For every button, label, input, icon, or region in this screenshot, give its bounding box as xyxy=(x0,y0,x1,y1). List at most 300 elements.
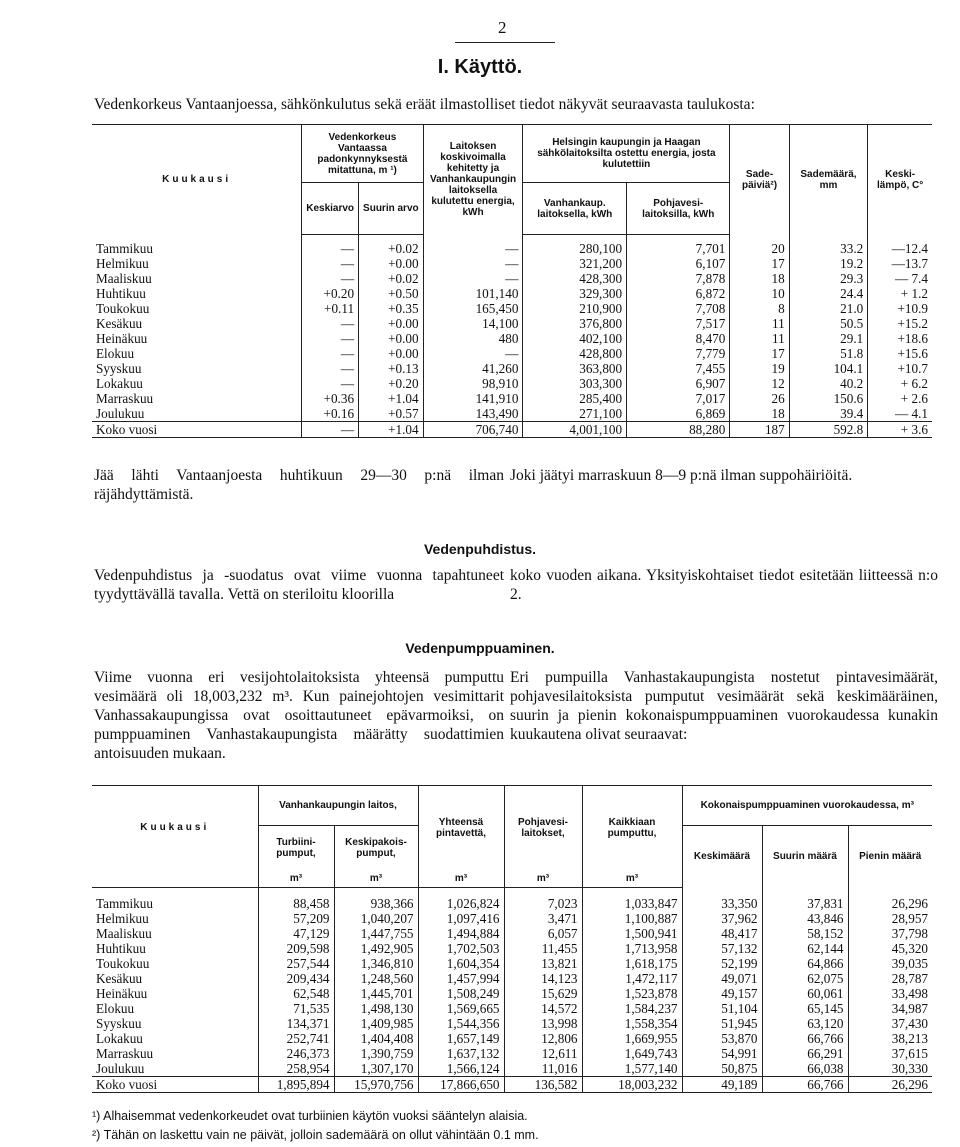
t1-header-pohjavesi: Pohjavesilaitoksilla, kWh xyxy=(627,183,730,235)
t2-cell-month: Elokuu xyxy=(96,1000,135,1016)
t2-cell-kesk: 1,390,759 xyxy=(334,1046,418,1061)
t2-header-suurin: Suurin määrä xyxy=(762,826,848,888)
t2-cell-kesk: 1,404,408 xyxy=(334,1031,418,1046)
t1-cell-energy: — xyxy=(423,346,523,361)
t2-cell-month: Koko vuosi xyxy=(92,1076,258,1092)
t2-unit-pohjavesi: m³ xyxy=(504,870,582,888)
t2-cell-turb: 57,209 xyxy=(258,911,334,926)
t2-row xyxy=(92,1046,932,1061)
t2-cell-yht: 1,637,132 xyxy=(418,1046,504,1061)
t1-row xyxy=(92,256,932,271)
t2-cell-turb: 47,129 xyxy=(258,926,334,941)
t1-cell-vk: 271,100 xyxy=(523,406,627,422)
t2-cell-kaik: 1,558,354 xyxy=(582,1016,682,1031)
t2-cell-turb: 252,741 xyxy=(258,1031,334,1046)
t1-cell-days: 8 xyxy=(730,301,789,316)
t1-row xyxy=(92,346,932,361)
t2-cell-avg: 37,962 xyxy=(682,911,762,926)
t1-cell-temp: —12.4 xyxy=(868,241,932,256)
t2-cell-turb: 71,535 xyxy=(258,1001,334,1016)
t1-cell-pv: 7,701 xyxy=(627,241,730,256)
t2-row xyxy=(92,986,932,1001)
t1-cell-days: 20 xyxy=(730,241,789,256)
t1-cell-pv: 7,017 xyxy=(627,391,730,406)
t1-cell-month: Syyskuu xyxy=(96,360,142,376)
t2-cell-yht: 1,569,665 xyxy=(418,1001,504,1016)
t2-cell-pohj: 7,023 xyxy=(504,896,582,911)
t2-cell-kaik: 1,033,847 xyxy=(582,896,682,911)
t1-cell-temp: +10.9 xyxy=(868,301,932,316)
t2-row xyxy=(92,971,932,986)
t1-cell-energy: — xyxy=(423,241,523,256)
t2-row xyxy=(92,1061,932,1077)
t2-cell-kaik: 1,618,175 xyxy=(582,956,682,971)
t1-header-max: Suurin arvo xyxy=(359,183,424,235)
t1-total-row xyxy=(92,421,932,437)
t1-cell-temp: + 6.2 xyxy=(868,376,932,391)
t2-cell-pohj: 6,057 xyxy=(504,926,582,941)
t2-cell-pohj: 3,471 xyxy=(504,911,582,926)
t1-cell-pv: 88,280 xyxy=(627,421,730,437)
t1-cell-pv: 6,872 xyxy=(627,286,730,301)
footnote-1: ¹) Alhaisemmat vedenkorkeudet ovat turbiinien käytön vuoksi sääntelyn alaisia. xyxy=(92,1109,528,1123)
t2-cell-turb: 258,954 xyxy=(258,1061,334,1077)
t1-cell-month: Koko vuosi xyxy=(92,421,302,437)
t1-row xyxy=(92,286,932,301)
t2-cell-min: 26,296 xyxy=(848,896,932,911)
t2-cell-turb: 257,544 xyxy=(258,956,334,971)
t2-cell-pohj: 136,582 xyxy=(504,1076,582,1092)
t1-cell-max: +1.04 xyxy=(359,391,424,406)
t2-cell-turb: 209,434 xyxy=(258,971,334,986)
t1-cell-month: Toukokuu xyxy=(96,300,150,316)
t1-cell-rain: 24.4 xyxy=(789,286,868,301)
t1-cell-max: +0.50 xyxy=(359,286,424,301)
t1-cell-rain: 19.2 xyxy=(789,256,868,271)
t1-header-mean: Keskiarvo xyxy=(302,183,359,235)
t1-cell-energy: — xyxy=(423,271,523,286)
t2-cell-yht: 1,508,249 xyxy=(418,986,504,1001)
t2-cell-pohj: 14,572 xyxy=(504,1001,582,1016)
t1-cell-month: Helmikuu xyxy=(96,255,149,271)
t2-header-kokonais: Kokonaispumppuaminen vuorokaudessa, m³ xyxy=(682,786,932,826)
t1-cell-vk: 303,300 xyxy=(523,376,627,391)
t2-cell-kesk: 1,248,560 xyxy=(334,971,418,986)
t1-cell-vk: 428,800 xyxy=(523,346,627,361)
t2-unit-keskipako: m³ xyxy=(334,870,418,888)
t1-cell-days: 11 xyxy=(730,316,789,331)
t2-row xyxy=(92,896,932,911)
t1-cell-mean: +0.36 xyxy=(302,391,359,406)
t2-cell-turb: 88,458 xyxy=(258,896,334,911)
t2-row xyxy=(92,911,932,926)
t2-header-kaikkiaan: Kaikkiaan pumputtu, xyxy=(582,786,682,870)
ice-left-text: Jää lähti Vantaanjoesta huhtikuun 29—30 p:nä ilman räjähdyttämistä. xyxy=(94,467,504,503)
t2-cell-max: 66,766 xyxy=(762,1076,848,1092)
t1-cell-rain: 40.2 xyxy=(789,376,868,391)
t1-cell-month: Maaliskuu xyxy=(96,270,152,286)
t1-cell-month: Lokakuu xyxy=(96,375,143,391)
t2-cell-kaik: 1,669,955 xyxy=(582,1031,682,1046)
t2-cell-kesk: 1,498,130 xyxy=(334,1001,418,1016)
t2-cell-kesk: 938,366 xyxy=(334,896,418,911)
t2-cell-max: 60,061 xyxy=(762,986,848,1001)
t2-row xyxy=(92,941,932,956)
t2-cell-pohj: 13,998 xyxy=(504,1016,582,1031)
t1-cell-month: Heinäkuu xyxy=(96,330,148,346)
t2-cell-kaik: 1,100,887 xyxy=(582,911,682,926)
t2-cell-max: 66,766 xyxy=(762,1031,848,1046)
t2-cell-avg: 49,189 xyxy=(682,1076,762,1092)
t2-cell-max: 62,144 xyxy=(762,941,848,956)
t1-cell-mean: — xyxy=(302,271,359,286)
pumping-heading: Vedenpumppuaminen. xyxy=(405,640,555,656)
t1-cell-mean: +0.20 xyxy=(302,286,359,301)
t2-cell-max: 43,846 xyxy=(762,911,848,926)
t1-cell-pv: 6,907 xyxy=(627,376,730,391)
t2-cell-min: 33,498 xyxy=(848,986,932,1001)
page-number: 2 xyxy=(498,18,507,37)
t2-cell-avg: 33,350 xyxy=(682,896,762,911)
t1-cell-temp: +18.6 xyxy=(868,331,932,346)
footnote-2: ²) Tähän on laskettu vain ne päivät, jolloin sademäärä on ollut vähintään 0.1 mm. xyxy=(92,1128,539,1142)
t1-cell-pv: 7,517 xyxy=(627,316,730,331)
t2-cell-max: 66,291 xyxy=(762,1046,848,1061)
t1-cell-energy: 14,100 xyxy=(423,316,523,331)
t2-cell-kesk: 1,447,755 xyxy=(334,926,418,941)
ice-right-text: Joki jäätyi marraskuun 8—9 p:nä ilman suppohäiriöitä. xyxy=(510,467,853,484)
t2-row xyxy=(92,956,932,971)
t1-cell-temp: +15.2 xyxy=(868,316,932,331)
t1-cell-max: +0.35 xyxy=(359,301,424,316)
t1-cell-energy: 143,490 xyxy=(423,406,523,422)
t2-cell-kaik: 1,649,743 xyxy=(582,1046,682,1061)
t2-cell-min: 30,330 xyxy=(848,1061,932,1077)
t2-cell-yht: 1,026,824 xyxy=(418,896,504,911)
t1-cell-month: Joulukuu xyxy=(96,405,145,421)
t2-cell-kaik: 1,577,140 xyxy=(582,1061,682,1077)
t2-row xyxy=(92,1031,932,1046)
t2-cell-avg: 49,071 xyxy=(682,971,762,986)
t2-cell-yht: 17,866,650 xyxy=(418,1076,504,1092)
purification-right-text: koko vuoden aikana. Yksityiskohtaiset tiedot esitetään liitteessä n:o 2. xyxy=(510,567,938,603)
t2-cell-max: 66,038 xyxy=(762,1061,848,1077)
t1-cell-mean: — xyxy=(302,241,359,256)
t1-cell-mean: — xyxy=(302,421,359,437)
t2-cell-avg: 52,199 xyxy=(682,956,762,971)
t1-row xyxy=(92,301,932,316)
t2-cell-kaik: 1,584,237 xyxy=(582,1001,682,1016)
t2-cell-min: 28,787 xyxy=(848,971,932,986)
t1-cell-rain: 29.1 xyxy=(789,331,868,346)
t1-cell-vk: 428,300 xyxy=(523,271,627,286)
t1-cell-rain: 104.1 xyxy=(789,361,868,376)
t1-cell-max: +0.02 xyxy=(359,271,424,286)
t1-cell-vk: 280,100 xyxy=(523,241,627,256)
t2-cell-kaik: 1,713,958 xyxy=(582,941,682,956)
page-number-rule xyxy=(455,42,555,43)
t1-cell-energy: 141,910 xyxy=(423,391,523,406)
t2-cell-pohj: 13,821 xyxy=(504,956,582,971)
t1-cell-temp: + 3.6 xyxy=(868,421,932,437)
t2-cell-pohj: 12,806 xyxy=(504,1031,582,1046)
t1-cell-energy: 706,740 xyxy=(423,421,523,437)
t1-cell-rain: 29.3 xyxy=(789,271,868,286)
t1-cell-max: +0.02 xyxy=(359,241,424,256)
t2-cell-month: Tammikuu xyxy=(96,895,153,911)
t2-unit-turbiini: m³ xyxy=(258,870,334,888)
t2-cell-yht: 1,494,884 xyxy=(418,926,504,941)
t1-cell-pv: 6,869 xyxy=(627,406,730,422)
t1-cell-month: Huhtikuu xyxy=(96,285,146,301)
t2-cell-max: 63,120 xyxy=(762,1016,848,1031)
t2-cell-avg: 49,157 xyxy=(682,986,762,1001)
t1-cell-pv: 7,779 xyxy=(627,346,730,361)
t1-cell-pv: 7,878 xyxy=(627,271,730,286)
t2-cell-kesk: 1,346,810 xyxy=(334,956,418,971)
t1-header-temp: Keskilämpö, C° xyxy=(868,125,932,235)
t1-cell-temp: + 2.6 xyxy=(868,391,932,406)
t2-cell-month: Maaliskuu xyxy=(96,925,152,941)
t1-cell-max: +0.00 xyxy=(359,331,424,346)
t1-cell-rain: 592.8 xyxy=(789,421,868,437)
t1-cell-days: 18 xyxy=(730,271,789,286)
t1-row xyxy=(92,271,932,286)
t1-cell-month: Elokuu xyxy=(96,345,135,361)
t2-cell-yht: 1,604,354 xyxy=(418,956,504,971)
t2-cell-month: Joulukuu xyxy=(96,1060,145,1076)
t2-cell-turb: 1,895,894 xyxy=(258,1076,334,1092)
t2-cell-yht: 1,457,994 xyxy=(418,971,504,986)
t2-row xyxy=(92,1001,932,1016)
intro-text: Vedenkorkeus Vantaanjoessa, sähkönkulutus sekä eräät ilmastolliset tiedot näkyvät seuraavasta taulukosta: xyxy=(94,96,755,113)
t2-cell-min: 34,987 xyxy=(848,1001,932,1016)
t1-cell-max: +0.00 xyxy=(359,256,424,271)
t1-cell-mean: — xyxy=(302,376,359,391)
t2-cell-month: Huhtikuu xyxy=(96,940,146,956)
t2-cell-kesk: 1,307,170 xyxy=(334,1061,418,1077)
t2-cell-kaik: 18,003,232 xyxy=(582,1076,682,1092)
t2-header-pienin: Pienin määrä xyxy=(848,826,932,888)
t1-cell-vk: 285,400 xyxy=(523,391,627,406)
t2-cell-min: 45,320 xyxy=(848,941,932,956)
t1-cell-temp: —13.7 xyxy=(868,256,932,271)
t2-cell-kesk: 1,040,207 xyxy=(334,911,418,926)
t1-cell-temp: — 4.1 xyxy=(868,406,932,422)
t1-header-rain-days: Sadepäiviä²) xyxy=(730,125,789,235)
t1-cell-mean: — xyxy=(302,361,359,376)
t1-cell-pv: 7,708 xyxy=(627,301,730,316)
t2-cell-max: 37,831 xyxy=(762,896,848,911)
t1-cell-energy: 165,450 xyxy=(423,301,523,316)
t1-cell-rain: 39.4 xyxy=(789,406,868,422)
t1-cell-energy: 480 xyxy=(423,331,523,346)
t2-cell-month: Marraskuu xyxy=(96,1045,154,1061)
t1-cell-pv: 8,470 xyxy=(627,331,730,346)
t2-cell-kaik: 1,523,878 xyxy=(582,986,682,1001)
t2-cell-month: Toukokuu xyxy=(96,955,150,971)
t2-cell-avg: 51,104 xyxy=(682,1001,762,1016)
t2-cell-avg: 53,870 xyxy=(682,1031,762,1046)
t2-header-pohjavesi: Pohjavesilaitokset, xyxy=(504,786,582,870)
t1-header-month: Kuukausi xyxy=(162,174,232,186)
t1-cell-mean: +0.16 xyxy=(302,406,359,422)
pumping-left-text: Viime vuonna eri vesijohtolaitoksista yhteensä pumputtu vesimäärä oli 18,003,232 m³. Kun painejohtojen vesimittarit Vanhassakaupungissa ovat osoittautuneet epävarmoiksi, on pumppuaminen Vanhastakaupungista määrätty suodattimien antoisuuden mukaan. xyxy=(94,669,504,762)
purification-left-text: Vedenpuhdistus ja -suodatus ovat viime vuonna tapahtuneet tyydyttävällä tavalla. Vettä on steriloitu kloorilla xyxy=(94,567,504,603)
t2-cell-yht: 1,702,503 xyxy=(418,941,504,956)
t1-cell-days: 12 xyxy=(730,376,789,391)
t1-cell-max: +1.04 xyxy=(359,421,424,437)
t1-cell-days: 10 xyxy=(730,286,789,301)
t1-cell-mean: — xyxy=(302,331,359,346)
t1-cell-days: 19 xyxy=(730,361,789,376)
t1-cell-temp: — 7.4 xyxy=(868,271,932,286)
t2-header-yhteensa: Yhteensä pintavettä, xyxy=(418,786,504,870)
t2-header-vanhankaupungin: Vanhankaupungin laitos, xyxy=(258,786,418,826)
t2-cell-turb: 134,371 xyxy=(258,1016,334,1031)
t2-cell-yht: 1,657,149 xyxy=(418,1031,504,1046)
t2-cell-min: 38,213 xyxy=(848,1031,932,1046)
t1-header-plant-energy: Laitoksen koskivoimalla kehitetty ja Vanhankaupungin laitoksella kulutettu energia, kWh xyxy=(423,125,523,235)
t2-cell-yht: 1,544,356 xyxy=(418,1016,504,1031)
t1-cell-energy: 101,140 xyxy=(423,286,523,301)
t1-cell-pv: 7,455 xyxy=(627,361,730,376)
t1-row xyxy=(92,406,932,422)
t2-cell-pohj: 11,455 xyxy=(504,941,582,956)
t1-cell-rain: 51.8 xyxy=(789,346,868,361)
pumping-right-text: Eri pumpuilla Vanhastakaupungista nostetut pintavesimäärät, pohjavesilaitoksista pumputut vesimäärät sekä keskimääräinen, suurin ja pienin kokonaispumppuaminen vuorokaudessa kunakin kuukautena olivat seuraavat: xyxy=(510,669,938,743)
purification-heading: Vedenpuhdistus. xyxy=(423,541,536,557)
t1-header-water-level: Vedenkorkeus Vantaassa padonkynnyksestä mitattuna, m ¹) xyxy=(302,125,423,183)
t2-row xyxy=(92,1016,932,1031)
section-title: I. Käyttö. xyxy=(437,56,523,78)
t1-row xyxy=(92,241,932,256)
t1-cell-max: +0.20 xyxy=(359,376,424,391)
t1-row xyxy=(92,361,932,376)
t1-header-vanhankaup: Vanhankaup. laitoksella, kWh xyxy=(523,183,627,235)
t1-cell-days: 17 xyxy=(730,256,789,271)
t2-cell-kaik: 1,500,941 xyxy=(582,926,682,941)
t2-cell-min: 37,430 xyxy=(848,1016,932,1031)
t2-cell-avg: 50,875 xyxy=(682,1061,762,1077)
t1-row xyxy=(92,316,932,331)
t1-cell-pv: 6,107 xyxy=(627,256,730,271)
t2-cell-kaik: 1,472,117 xyxy=(582,971,682,986)
t2-cell-avg: 54,991 xyxy=(682,1046,762,1061)
t1-cell-days: 26 xyxy=(730,391,789,406)
t1-cell-vk: 210,900 xyxy=(523,301,627,316)
t1-cell-energy: 41,260 xyxy=(423,361,523,376)
t1-cell-vk: 363,800 xyxy=(523,361,627,376)
t2-total-row xyxy=(92,1076,932,1092)
t1-cell-month: Tammikuu xyxy=(96,240,153,256)
t1-cell-vk: 4,001,100 xyxy=(523,421,627,437)
t2-header-month: Kuukausi xyxy=(140,822,210,834)
t2-unit-yhteensa: m³ xyxy=(418,870,504,888)
t2-cell-kesk: 1,445,701 xyxy=(334,986,418,1001)
t2-cell-max: 62,075 xyxy=(762,971,848,986)
t2-cell-pohj: 11,016 xyxy=(504,1061,582,1077)
t1-cell-max: +0.00 xyxy=(359,316,424,331)
t1-row xyxy=(92,376,932,391)
t1-cell-vk: 329,300 xyxy=(523,286,627,301)
t1-cell-temp: + 1.2 xyxy=(868,286,932,301)
t2-cell-turb: 246,373 xyxy=(258,1046,334,1061)
t1-header-helsinki: Helsingin kaupungin ja Haagan sähkölaitoksilta ostettu energia, josta kulutettiin xyxy=(523,125,730,183)
t1-cell-rain: 21.0 xyxy=(789,301,868,316)
t2-cell-turb: 209,598 xyxy=(258,941,334,956)
t2-cell-month: Helmikuu xyxy=(96,910,149,926)
t2-cell-month: Kesäkuu xyxy=(96,970,143,986)
t2-cell-max: 64,866 xyxy=(762,956,848,971)
t2-header-keski: Keskimäärä xyxy=(682,826,762,888)
t1-cell-rain: 50.5 xyxy=(789,316,868,331)
t2-cell-kesk: 15,970,756 xyxy=(334,1076,418,1092)
t1-cell-days: 18 xyxy=(730,406,789,422)
t1-cell-mean: — xyxy=(302,316,359,331)
t1-cell-temp: +15.6 xyxy=(868,346,932,361)
t2-cell-kesk: 1,492,905 xyxy=(334,941,418,956)
t2-cell-pohj: 14,123 xyxy=(504,971,582,986)
t2-cell-min: 28,957 xyxy=(848,911,932,926)
t2-cell-turb: 62,548 xyxy=(258,986,334,1001)
t1-cell-month: Marraskuu xyxy=(96,390,154,406)
t2-header-keskipako: Keskipakoispumput, xyxy=(334,826,418,870)
t2-cell-min: 37,798 xyxy=(848,926,932,941)
t2-cell-kesk: 1,409,985 xyxy=(334,1016,418,1031)
t2-cell-avg: 57,132 xyxy=(682,941,762,956)
t1-cell-vk: 321,200 xyxy=(523,256,627,271)
pumping-table xyxy=(92,785,932,1093)
t1-row xyxy=(92,391,932,406)
t2-cell-avg: 51,945 xyxy=(682,1016,762,1031)
t1-cell-vk: 376,800 xyxy=(523,316,627,331)
t1-cell-days: 17 xyxy=(730,346,789,361)
t2-cell-pohj: 12,611 xyxy=(504,1046,582,1061)
t1-cell-energy: — xyxy=(423,256,523,271)
t2-cell-yht: 1,097,416 xyxy=(418,911,504,926)
t1-cell-days: 187 xyxy=(730,421,789,437)
t2-cell-min: 37,615 xyxy=(848,1046,932,1061)
t1-cell-rain: 33.2 xyxy=(789,241,868,256)
t1-cell-vk: 402,100 xyxy=(523,331,627,346)
t2-cell-month: Lokakuu xyxy=(96,1030,143,1046)
t2-cell-max: 58,152 xyxy=(762,926,848,941)
t2-header-turbiini: Turbiinipumput, xyxy=(258,826,334,870)
t1-cell-mean: — xyxy=(302,346,359,361)
t1-cell-days: 11 xyxy=(730,331,789,346)
t2-cell-max: 65,145 xyxy=(762,1001,848,1016)
water-energy-climate-table xyxy=(92,124,932,438)
t2-cell-pohj: 15,629 xyxy=(504,986,582,1001)
t2-cell-min: 39,035 xyxy=(848,956,932,971)
t2-cell-avg: 48,417 xyxy=(682,926,762,941)
t2-row xyxy=(92,926,932,941)
t1-cell-energy: 98,910 xyxy=(423,376,523,391)
t1-cell-temp: +10.7 xyxy=(868,361,932,376)
t1-cell-mean: +0.11 xyxy=(302,301,359,316)
t1-header-rain-amount: Sademäärä, mm xyxy=(789,125,868,235)
t2-cell-month: Heinäkuu xyxy=(96,985,148,1001)
t2-unit-kaikkiaan: m³ xyxy=(582,870,682,888)
t1-cell-month: Kesäkuu xyxy=(96,315,143,331)
t2-cell-yht: 1,566,124 xyxy=(418,1061,504,1077)
t2-cell-min: 26,296 xyxy=(848,1076,932,1092)
t1-row xyxy=(92,331,932,346)
t1-cell-rain: 150.6 xyxy=(789,391,868,406)
t1-cell-mean: — xyxy=(302,256,359,271)
t1-cell-max: +0.57 xyxy=(359,406,424,422)
